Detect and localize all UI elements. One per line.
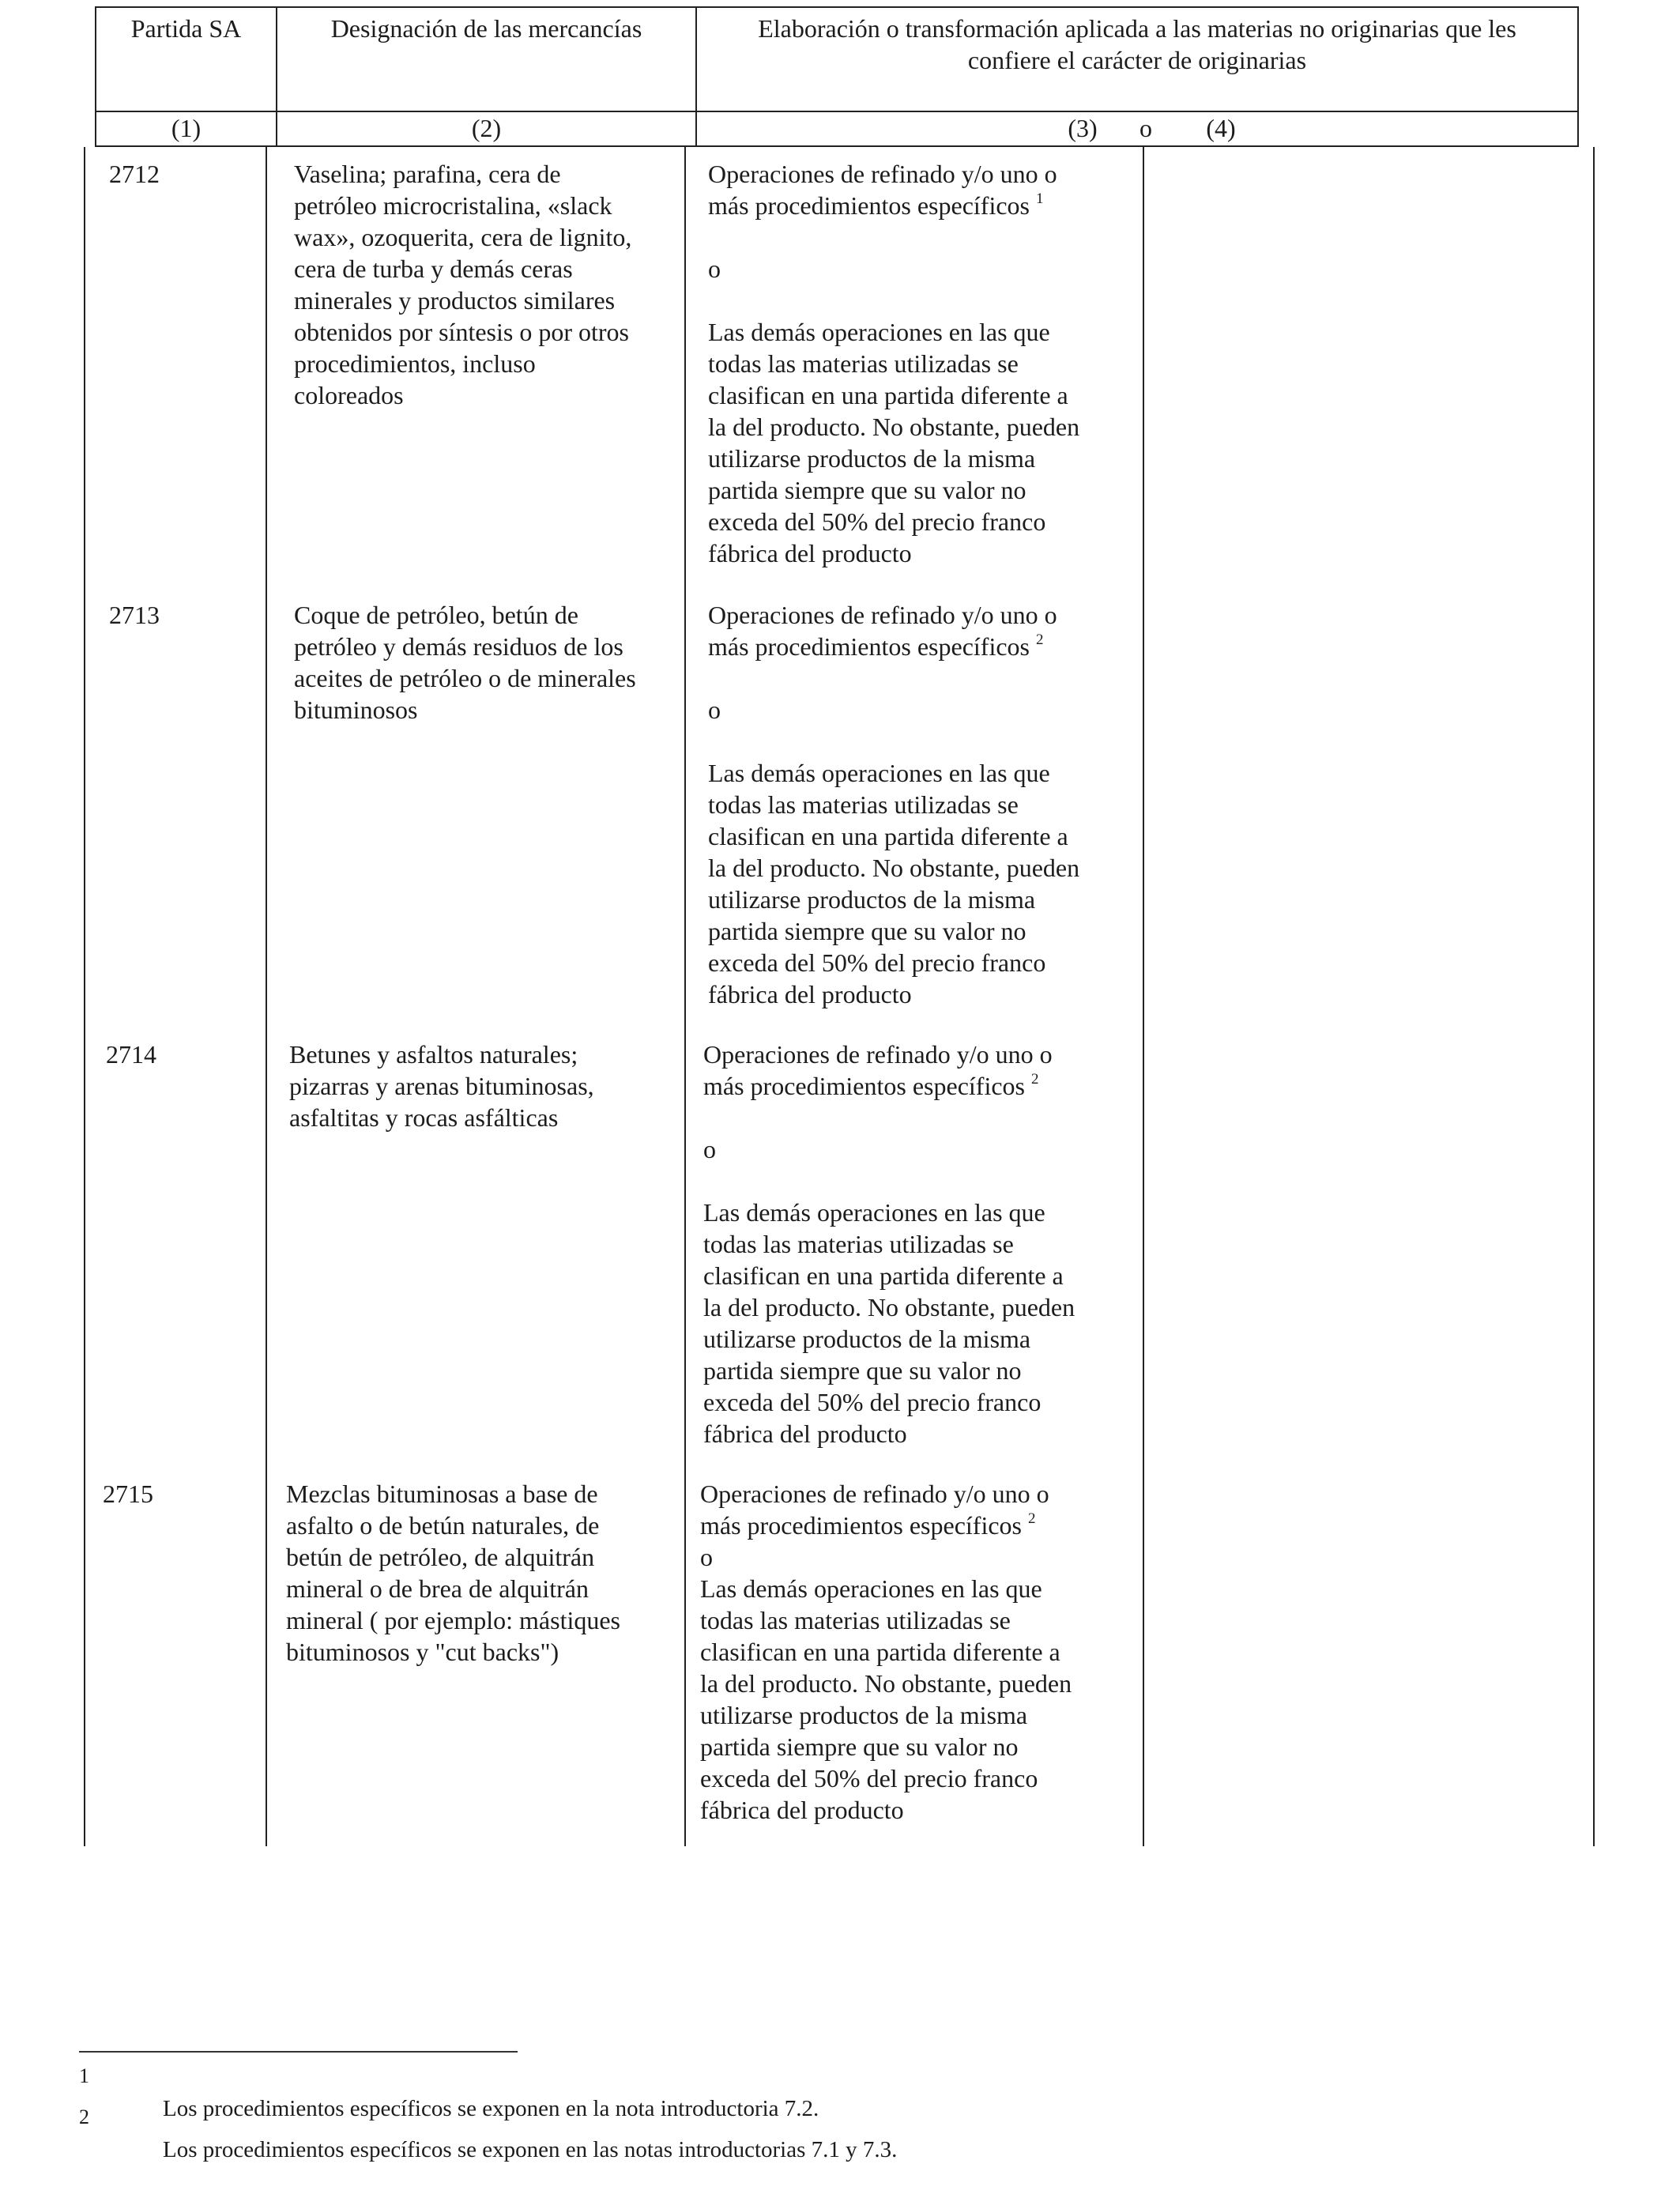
row-2713-code: 2713 bbox=[109, 601, 160, 629]
row-2714-or: o bbox=[703, 1135, 716, 1163]
column-number-3: (3) bbox=[1068, 114, 1098, 142]
header-partida-sa: Partida SA bbox=[130, 14, 242, 43]
header-elaboracion-line1: Elaboración o transformación aplicada a las materias no originarias que les bbox=[758, 14, 1516, 43]
table-right-border bbox=[1577, 6, 1579, 147]
row-2715-designation: Mezclas bituminosas a base de asfalto o de betún naturales, de betún de petróleo, de alquitrán mineral o de brea de alquitrán mineral ( por ejemplo: mástiques bituminosos y "cut backs") bbox=[286, 1480, 620, 1666]
table-top-border bbox=[95, 6, 1579, 8]
row-2715-footnote-ref: 2 bbox=[1027, 1510, 1036, 1527]
header-designacion: Designación de las mercancías bbox=[330, 14, 642, 43]
column-number-or: o bbox=[1139, 114, 1152, 142]
column-number-2: (2) bbox=[471, 114, 502, 142]
row-2712-refining: Operaciones de refinado y/o uno o más procedimientos específicos $^1$ bbox=[708, 160, 1057, 220]
row-2713-other-ops: Las demás operaciones en las que todas las materias utilizadas se clasifican en una partida diferente a la del producto. No obstante, pueden utilizarse productos de la misma partida siempre que su valor no exceda del 50% del precio franco fábrica del producto bbox=[708, 759, 1080, 1008]
body-right-border bbox=[1593, 147, 1595, 1846]
column-number-4: (4) bbox=[1206, 114, 1236, 142]
row-2714-other-ops: Las demás operaciones en las que todas las materias utilizadas se clasifican en una partida diferente a la del producto. No obstante, pueden utilizarse productos de la misma partida siempre que su valor no exceda del 50% del precio franco fábrica del producto bbox=[703, 1198, 1075, 1448]
row-2713-or: o bbox=[708, 696, 721, 724]
footnote-1-text: Los procedimientos específicos se exponen en la nota introductoria 7.2. bbox=[163, 2096, 819, 2121]
row-2712-code: 2712 bbox=[109, 160, 160, 188]
body-col-divider-3 bbox=[1143, 147, 1144, 1846]
row-2713-footnote-ref: 2 bbox=[1035, 631, 1044, 648]
row-2715-other-ops: Las demás operaciones en las que todas las materias utilizadas se clasifican en una partida diferente a la del producto. No obstante, pueden utilizarse productos de la misma partida siempre que su valor no exceda del 50% del precio franco fábrica del producto bbox=[700, 1574, 1072, 1824]
row-2715-refining: Operaciones de refinado y/o uno o más procedimientos específicos $^2$ bbox=[700, 1480, 1049, 1540]
header-elaboracion-line2: confiere el carácter de originarias bbox=[967, 46, 1307, 74]
footnote-2-text: Los procedimientos específicos se exponen en las notas introductorias 7.1 y 7.3. bbox=[163, 2137, 898, 2162]
row-2713-designation: Coque de petróleo, betún de petróleo y demás residuos de los aceites de petróleo o de minerales bituminosos bbox=[294, 601, 636, 724]
row-2714-footnote-ref: 2 bbox=[1030, 1071, 1039, 1088]
row-2714-code: 2714 bbox=[106, 1040, 156, 1069]
row-2712-other-ops: Las demás operaciones en las que todas las materias utilizadas se clasifican en una partida diferente a la del producto. No obstante, pueden utilizarse productos de la misma partida siempre que su valor no exceda del 50% del precio franco fábrica del producto bbox=[708, 318, 1080, 567]
row-2714-refining: Operaciones de refinado y/o uno o más procedimientos específicos $^2$ bbox=[703, 1040, 1053, 1100]
column-number-1: (1) bbox=[171, 114, 202, 142]
body-left-border bbox=[84, 147, 85, 1846]
column-number-divider bbox=[95, 145, 1579, 147]
row-2712-or: o bbox=[708, 254, 721, 283]
footnote-separator bbox=[79, 2051, 518, 2053]
row-2712-footnote-ref: 1 bbox=[1035, 190, 1044, 207]
row-2715-or: o bbox=[700, 1543, 713, 1571]
body-col-divider-1 bbox=[266, 147, 267, 1846]
footnote-1-mark: 1 bbox=[79, 2064, 89, 2087]
row-2714-designation: Betunes y asfaltos naturales; pizarras y arenas bituminosas, asfaltitas y rocas asfálticas bbox=[289, 1040, 594, 1132]
row-2713-refining: Operaciones de refinado y/o uno o más procedimientos específicos $^2$ bbox=[708, 601, 1057, 661]
row-2715-code: 2715 bbox=[103, 1480, 153, 1508]
row-2712-designation: Vaselina; parafina, cera de petróleo microcristalina, «slack wax», ozoquerita, cera de lignito, cera de turba y demás ceras minerales y productos similares obtenidos por síntesis o por otros procedimientos, incluso coloreados bbox=[294, 160, 632, 409]
footnote-2-mark: 2 bbox=[79, 2105, 89, 2128]
body-col-divider-2 bbox=[684, 147, 686, 1846]
